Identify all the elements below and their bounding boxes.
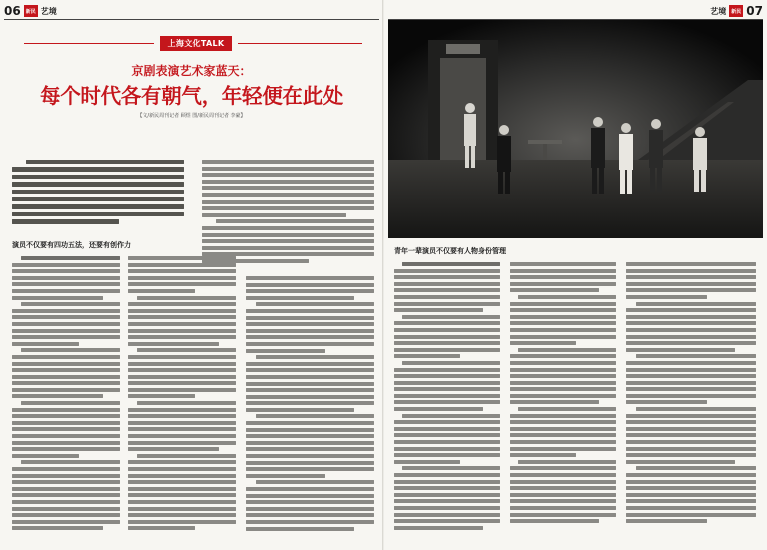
body-column-3-top [202,160,374,270]
header-rule [4,19,379,20]
section-subhead: 演员不仅要有四功五法，还要有创作力 [12,241,131,249]
article-byline: 【文/新民周刊记者 顾煜 图/新民周刊记者 李豪】 [137,113,246,119]
right-body-column-2 [510,262,616,538]
banner-rule-left [24,43,154,44]
stage-photo [388,20,763,238]
body-column-3 [246,276,374,536]
masthead-logo: 新民 [729,5,743,17]
stage-scene-illustration [388,20,763,238]
body-column-2 [128,256,236,536]
page-number: 06 [4,4,21,18]
right-page [384,0,767,550]
right-body-column-3 [626,262,756,538]
right-folio [710,4,763,18]
article-kicker: 京剧表演艺术家蓝天： [131,64,252,78]
masthead-logo: 新民 [24,5,38,17]
banner-rule-right [238,43,362,44]
section-name: 艺境 [710,6,727,16]
page-number: 07 [746,4,763,18]
lead-paragraph [12,160,184,230]
column-banner: 上海文化TALK [160,36,232,51]
column-divider [202,272,238,273]
article-headline: 每个时代各有朝气，年轻便在此处 [40,84,343,108]
left-folio [4,4,57,18]
body-column-1 [12,256,120,536]
section-name: 艺境 [40,6,57,16]
section-subhead-right: 青年一辈演员不仅要有人物身份管理 [394,247,506,255]
right-body-column-1 [394,262,500,538]
left-page [0,0,383,550]
